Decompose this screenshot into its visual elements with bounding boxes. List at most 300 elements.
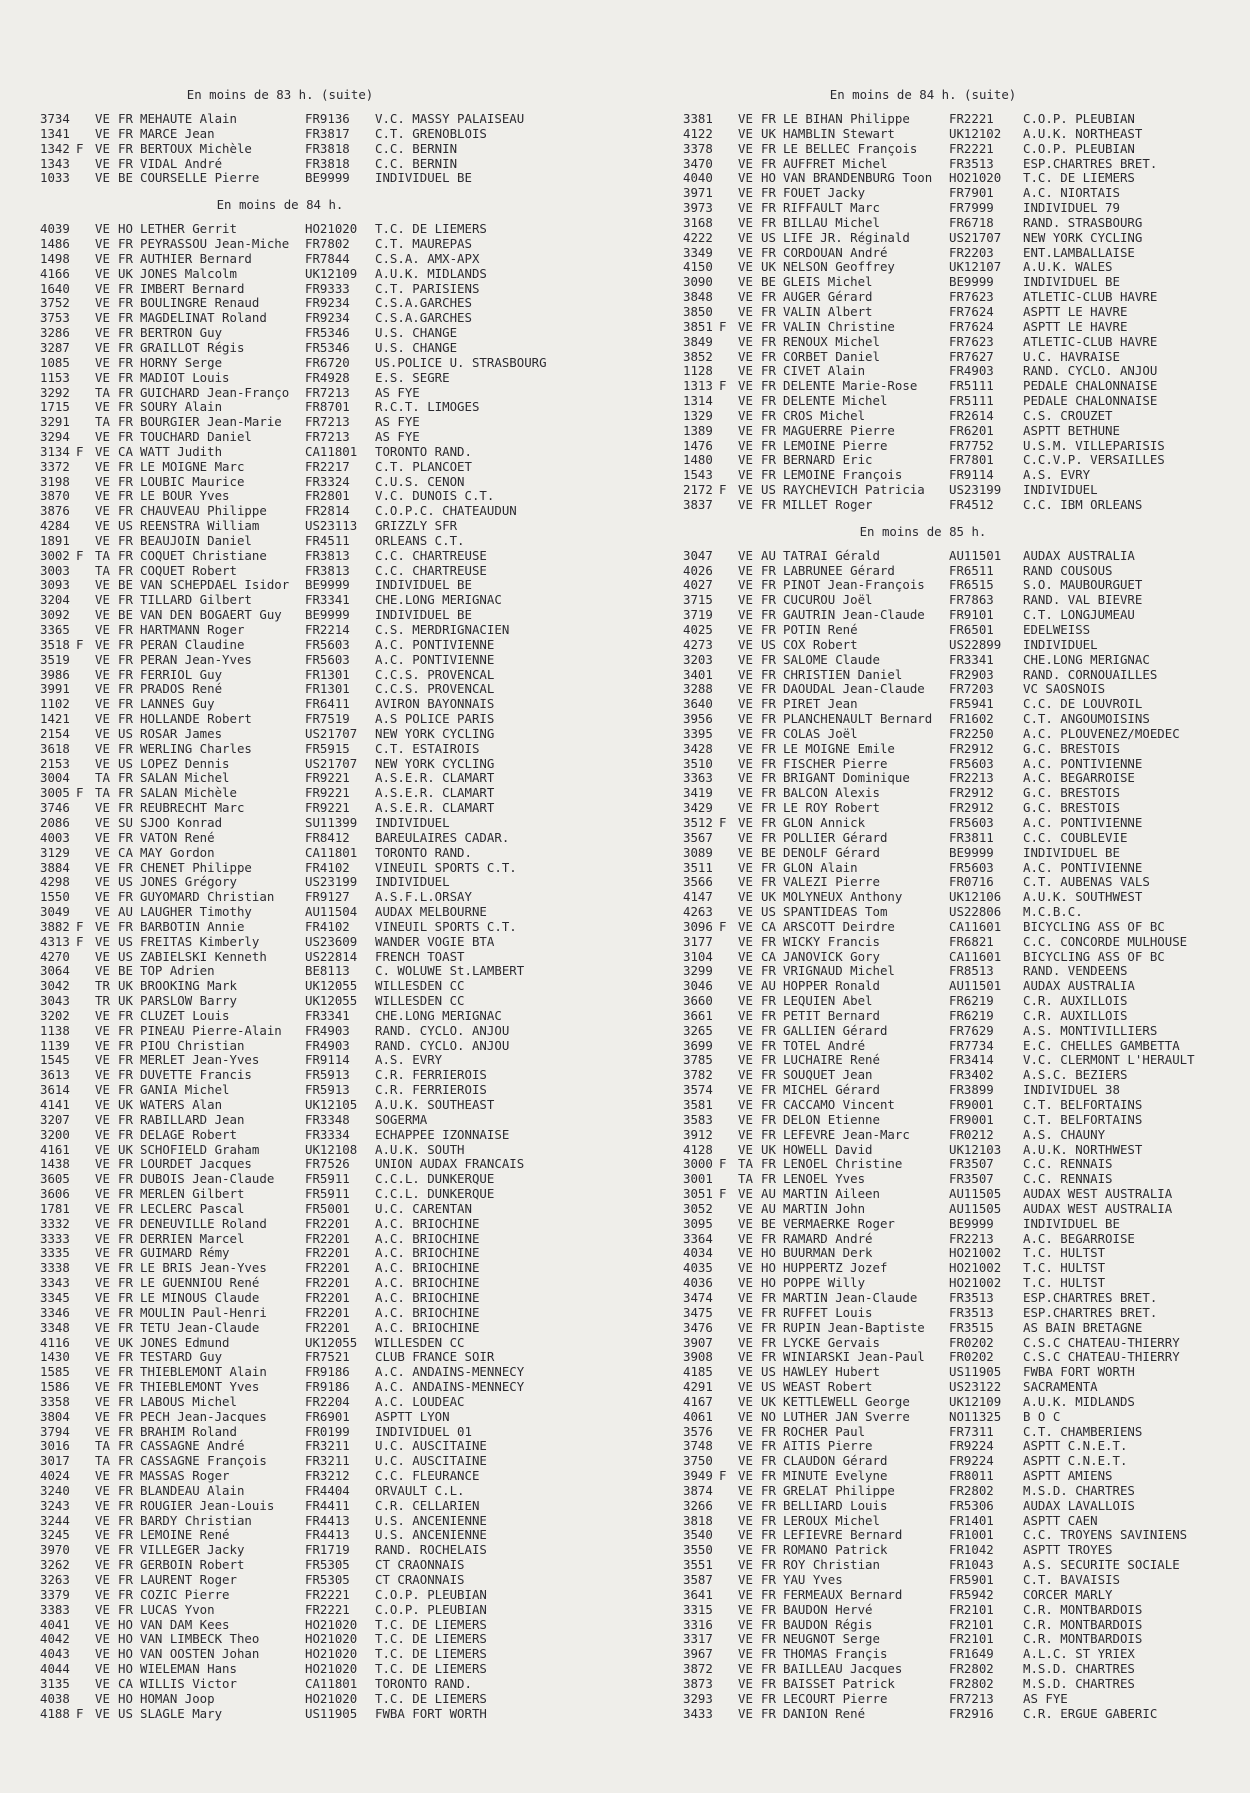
rider-number: 3379 — [40, 1586, 70, 1602]
rider-number: 1586 — [40, 1379, 70, 1395]
category: VE — [95, 651, 110, 667]
club-name: A.C. BRIOCHINE — [375, 1245, 480, 1261]
country: FR — [761, 407, 776, 423]
rider-number: 3364 — [683, 1230, 713, 1246]
rider-name: LE GUENNIOU René — [140, 1275, 260, 1291]
rider-name: LUTHER JAN Sverre — [783, 1408, 910, 1424]
category: VE — [95, 1186, 110, 1202]
rider-name: RUFFET Louis — [783, 1304, 873, 1320]
country: FR — [761, 318, 776, 334]
category: VE — [95, 1275, 110, 1291]
club-code: US22814 — [305, 948, 358, 964]
country: FR — [761, 111, 776, 126]
category: VE — [738, 1349, 753, 1365]
club-code: AU11501 — [949, 978, 1002, 994]
club-code: FR2213 — [949, 1230, 994, 1246]
club-name: C.C. FLEURANCE — [375, 1468, 480, 1484]
sex-marker: F — [719, 482, 727, 498]
rider-number: 4043 — [40, 1646, 70, 1662]
rider-number: 3294 — [40, 429, 70, 445]
category: VE — [95, 503, 110, 519]
category: VE — [738, 1586, 753, 1602]
result-row — [683, 1068, 1243, 1083]
rider-number: 3003 — [40, 562, 70, 578]
rider-name: CLUZET Louis — [140, 1007, 230, 1023]
club-code: FR0202 — [949, 1334, 994, 1350]
rider-name: COLAS Joël — [783, 725, 858, 741]
country: FR — [118, 770, 133, 786]
country: BE — [118, 607, 133, 623]
result-row — [683, 1425, 1243, 1440]
rider-number: 4003 — [40, 829, 70, 845]
country: FR — [118, 1260, 133, 1276]
club-code: NO11325 — [949, 1408, 1002, 1424]
club-name: A.S.E.R. CLAMART — [375, 800, 495, 816]
result-row — [683, 786, 1243, 801]
result-row — [683, 801, 1243, 816]
country: UK — [118, 265, 133, 281]
club-code: FR3334 — [305, 1126, 350, 1142]
result-row — [683, 1469, 1243, 1484]
country: FR — [761, 1690, 776, 1706]
club-name: INDIVIDUEL — [375, 814, 450, 830]
rider-number: 4161 — [40, 1141, 70, 1157]
rider-name: GERBOIN Robert — [140, 1557, 245, 1573]
category: VE — [95, 1586, 110, 1602]
country: FR — [761, 1482, 776, 1498]
club-name: A.C. PLOUVENEZ/MOEDEC — [1023, 725, 1180, 741]
rider-name: LENOEL Yves — [783, 1171, 866, 1187]
rider-name: REENSTRA William — [140, 518, 260, 534]
country: FR — [761, 1230, 776, 1246]
rider-number: 3338 — [40, 1260, 70, 1276]
category: VE — [738, 1646, 753, 1662]
rider-number: 3129 — [40, 844, 70, 860]
rider-number: 3177 — [683, 933, 713, 949]
club-code: FR9127 — [305, 889, 350, 905]
club-code: FR2912 — [949, 785, 994, 801]
result-row — [40, 771, 600, 786]
club-code: FR9221 — [305, 770, 350, 786]
club-code: FR9114 — [305, 1052, 350, 1068]
right-column — [683, 84, 1243, 1721]
club-name: ECHAPPEE IZONNAISE — [375, 1126, 510, 1142]
category: VE — [738, 918, 753, 934]
club-name: AS FYE — [375, 429, 420, 445]
club-code: HO21020 — [949, 170, 1002, 186]
club-code: BE9999 — [305, 607, 350, 623]
category: VE — [95, 1082, 110, 1098]
sex-marker: F — [76, 636, 84, 652]
club-name: T.C. DE LIEMERS — [375, 1646, 487, 1662]
result-row — [683, 1558, 1243, 1573]
country: FR — [761, 1497, 776, 1513]
country: FR — [118, 651, 133, 667]
rider-name: CACCAMO Vincent — [783, 1097, 895, 1112]
result-row — [40, 112, 600, 127]
rider-number: 3753 — [40, 310, 70, 326]
category: VE — [95, 1200, 110, 1216]
result-row — [683, 1632, 1243, 1647]
rider-number: 1498 — [40, 250, 70, 266]
result-row — [40, 831, 600, 846]
country: UK — [761, 1141, 776, 1157]
club-code: FR5346 — [305, 339, 350, 355]
rider-name: GRAILLOT Régis — [140, 339, 245, 355]
result-row — [40, 1306, 600, 1321]
country: AU — [761, 1200, 776, 1216]
result-row — [40, 1425, 600, 1440]
rider-number: 3474 — [683, 1289, 713, 1305]
club-code: FR4903 — [949, 363, 994, 379]
rider-name: BAILLEAU Jacques — [783, 1661, 903, 1677]
rider-name: LE MOIGNE Marc — [140, 458, 245, 474]
country: US — [118, 725, 133, 741]
rider-number: 4116 — [40, 1334, 70, 1350]
country: FR — [118, 785, 133, 801]
country: FR — [761, 1661, 776, 1677]
rider-number: 3372 — [40, 458, 70, 474]
rider-number: 3907 — [683, 1334, 713, 1350]
rider-name: TILLARD Gilbert — [140, 592, 252, 608]
club-code: FR7526 — [305, 1156, 350, 1172]
rider-name: LETHER Gerrit — [140, 221, 237, 237]
rider-name: JONES Malcolm — [140, 265, 237, 281]
rider-number: 3715 — [683, 592, 713, 608]
country: FR — [761, 562, 776, 578]
sex-marker: F — [719, 318, 727, 334]
rider-name: DENOLF Gérard — [783, 844, 880, 860]
country: FR — [761, 859, 776, 875]
category: VE — [738, 904, 753, 920]
sex-marker: F — [76, 785, 84, 801]
rider-name: DERRIEN Marcel — [140, 1230, 245, 1246]
category: VE — [738, 770, 753, 786]
category: VE — [95, 1007, 110, 1023]
country: FR — [761, 422, 776, 438]
rider-name: MARTIN Aileen — [783, 1186, 880, 1202]
category: VE — [738, 1141, 753, 1157]
club-code: FR7213 — [305, 414, 350, 430]
result-row — [683, 1157, 1243, 1172]
sex-marker: F — [76, 547, 84, 563]
rider-name: THIEBLEMONT Alain — [140, 1364, 267, 1380]
club-code: FR2214 — [305, 622, 350, 637]
category: VE — [738, 1542, 753, 1558]
rider-name: BERNARD Eric — [783, 452, 873, 468]
country: FR — [118, 1200, 133, 1216]
category: VE — [738, 378, 753, 394]
category: TA — [95, 384, 110, 400]
category: VE — [738, 1527, 753, 1543]
rider-name: MAGDELINAT Roland — [140, 310, 267, 326]
rider-name: BILLAU Michel — [783, 214, 880, 230]
country: FR — [761, 577, 776, 593]
rider-name: GUYOMARD Christian — [140, 889, 275, 905]
category: VE — [95, 221, 110, 237]
result-row — [683, 578, 1243, 593]
result-row — [683, 1439, 1243, 1454]
rider-number: 3095 — [683, 1215, 713, 1231]
rider-number: 3349 — [683, 244, 713, 260]
rider-name: JANOVICK Gory — [783, 948, 880, 964]
category: VE — [95, 755, 110, 771]
category: VE — [738, 348, 753, 364]
result-row — [683, 846, 1243, 861]
rider-name: HAWLEY Hubert — [783, 1364, 880, 1380]
rider-number: 3870 — [40, 488, 70, 504]
club-code: FR3341 — [305, 1007, 350, 1023]
club-code: CA11801 — [305, 443, 358, 459]
category: VE — [95, 1141, 110, 1157]
rider-name: VALIN Albert — [783, 303, 873, 319]
rider-name: BELLIARD Louis — [783, 1497, 888, 1513]
country: FR — [118, 711, 133, 727]
section-heading: En moins de 83 h. (suite) — [186, 87, 374, 102]
club-name: BICYCLING ASS OF BC — [1023, 948, 1165, 964]
rider-name: BERTOUX Michèle — [140, 140, 252, 156]
rider-name: DANION René — [783, 1705, 866, 1721]
result-row — [683, 1291, 1243, 1306]
country: FR — [118, 473, 133, 489]
result-row — [683, 216, 1243, 231]
result-row — [40, 935, 600, 950]
rider-name: LUCHAIRE René — [783, 1052, 880, 1068]
result-row — [683, 638, 1243, 653]
category: VE — [738, 1275, 753, 1291]
rider-number: 3618 — [40, 740, 70, 756]
rider-name: BARDY Christian — [140, 1512, 252, 1528]
rider-name: VAN SCHEPDAEL Isidor — [140, 577, 290, 593]
club-name: C.T. PLANCOET — [375, 458, 472, 474]
club-name: U.C. HAVRAISE — [1023, 348, 1120, 364]
rider-number: 3001 — [683, 1171, 713, 1187]
club-name: RAND COUSOUS — [1023, 562, 1113, 578]
result-row — [683, 1202, 1243, 1217]
club-name: ATLETIC-CLUB HAVRE — [1023, 333, 1158, 349]
club-name: A.C. BRIOCHINE — [375, 1289, 480, 1305]
club-code: FR3817 — [305, 125, 350, 141]
category: VE — [738, 140, 753, 156]
category: VE — [738, 1675, 753, 1691]
club-name: T.C. DE LIEMERS — [1023, 170, 1135, 186]
club-code: FR7801 — [949, 452, 994, 468]
club-code: FR9221 — [305, 785, 350, 801]
rider-name: KETTLEWELL George — [783, 1393, 910, 1409]
country: HO — [118, 1661, 133, 1677]
rider-number: 3606 — [40, 1186, 70, 1202]
club-name: INDIVIDUEL — [1023, 482, 1098, 498]
club-name: C.C. COUBLEVIE — [1023, 829, 1128, 845]
category: VE — [738, 170, 753, 186]
category: VE — [95, 889, 110, 905]
club-name: A.C. PONTIVIENNE — [1023, 859, 1143, 875]
club-name: A.U.K. MIDLANDS — [375, 265, 487, 281]
rider-number: 1128 — [683, 363, 713, 379]
club-name: RAND. CORNOUAILLES — [1023, 666, 1158, 682]
rider-name: PEYRASSOU Jean-Miche — [140, 236, 290, 252]
result-row — [683, 350, 1243, 365]
rider-name: GUIMARD Rémy — [140, 1245, 230, 1261]
club-code: FR9224 — [949, 1438, 994, 1454]
category: VE — [738, 422, 753, 438]
country: FR — [761, 1468, 776, 1484]
rider-name: CORBET Daniel — [783, 348, 880, 364]
category: VE — [95, 622, 110, 637]
country: FR — [761, 185, 776, 201]
club-name: A.U.K. NORTHWEST — [1023, 1141, 1143, 1157]
result-row — [40, 964, 600, 979]
category: VE — [738, 259, 753, 275]
category: VE — [95, 874, 110, 890]
rider-name: GAUTRIN Jean-Claude — [783, 607, 925, 623]
result-row — [40, 950, 600, 965]
result-row — [40, 712, 600, 727]
sex-marker: F — [76, 918, 84, 934]
rider-name: WILLIS Victor — [140, 1675, 237, 1691]
country: FR — [118, 1438, 133, 1454]
club-name: AUDAX AUSTRALIA — [1023, 547, 1135, 563]
club-code: FR2903 — [949, 666, 994, 682]
rider-number: 3089 — [683, 844, 713, 860]
club-code: HO21020 — [305, 1690, 358, 1706]
rider-number: 1891 — [40, 532, 70, 548]
club-name: RAND. STRASBOURG — [1023, 214, 1143, 230]
rider-name: CROS Michel — [783, 407, 866, 423]
rider-number: 3551 — [683, 1557, 713, 1573]
club-code: FR2213 — [949, 770, 994, 786]
rider-name: TOP Adrien — [140, 963, 215, 979]
rider-number: 4141 — [40, 1097, 70, 1112]
club-name: C.O.P. PLEUBIAN — [375, 1586, 487, 1602]
club-name: ESP.CHARTRES BRET. — [1023, 155, 1158, 171]
club-code: FR2217 — [305, 458, 350, 474]
country: FR — [761, 1097, 776, 1112]
rider-number: 3908 — [683, 1349, 713, 1365]
category: TA — [95, 1438, 110, 1454]
category: VE — [95, 681, 110, 697]
category: VE — [738, 244, 753, 260]
club-code: US22899 — [949, 636, 1002, 652]
category: VE — [738, 1453, 753, 1469]
result-row — [683, 1380, 1243, 1395]
rider-name: PERAN Claudine — [140, 636, 245, 652]
country: FR — [761, 1572, 776, 1587]
club-name: AS FYE — [375, 384, 420, 400]
result-row — [683, 697, 1243, 712]
rider-number: 3872 — [683, 1661, 713, 1677]
category: VE — [738, 993, 753, 1009]
category: VE — [738, 592, 753, 608]
rider-name: LE BRIS Jean-Yves — [140, 1260, 267, 1276]
club-code: FR7623 — [949, 333, 994, 349]
sex-marker: F — [719, 814, 727, 830]
club-name: M.S.D. CHARTRES — [1023, 1482, 1135, 1498]
rider-number: 1438 — [40, 1156, 70, 1172]
category: VE — [95, 1512, 110, 1528]
rider-name: POPPE Willy — [783, 1275, 866, 1291]
country: FR — [118, 859, 133, 875]
rider-name: LEFEVRE Jean-Marc — [783, 1126, 910, 1142]
category: VE — [738, 1319, 753, 1335]
result-row — [40, 1365, 600, 1380]
club-name: C.T. GRENOBLOIS — [375, 125, 487, 141]
rider-number: 4036 — [683, 1275, 713, 1291]
result-row — [683, 816, 1243, 831]
club-name: U.S. CHANGE — [375, 325, 458, 341]
rider-number: 3752 — [40, 295, 70, 311]
result-row — [683, 290, 1243, 305]
category: TA — [738, 1171, 753, 1187]
club-name: A.C. BRIOCHINE — [375, 1275, 480, 1291]
country: FR — [118, 250, 133, 266]
club-code: US11905 — [949, 1364, 1002, 1380]
rider-number: 3852 — [683, 348, 713, 364]
category: VE — [738, 229, 753, 245]
country: FR — [118, 1601, 133, 1617]
rider-number: 3973 — [683, 200, 713, 216]
club-code: FR9001 — [949, 1097, 994, 1112]
country: FR — [118, 295, 133, 311]
category: VE — [95, 295, 110, 311]
club-code: FR9333 — [305, 280, 350, 296]
club-name: C. WOLUWE St.LAMBERT — [375, 963, 525, 979]
club-code: US23122 — [949, 1379, 1002, 1395]
result-row — [683, 1692, 1243, 1707]
category: VE — [738, 577, 753, 593]
rider-name: CASSAGNE François — [140, 1453, 267, 1469]
club-name: AUDAX WEST AUSTRALIA — [1023, 1200, 1173, 1216]
country: FR — [761, 933, 776, 949]
country: CA — [761, 948, 776, 964]
rider-number: 3317 — [683, 1631, 713, 1647]
category: VE — [738, 874, 753, 890]
club-code: FR4903 — [305, 1022, 350, 1038]
club-name: A.L.C. ST YRIEX — [1023, 1646, 1135, 1662]
club-code: FR2916 — [949, 1705, 994, 1721]
club-name: INDIVIDUEL 01 — [375, 1423, 472, 1439]
country: BE — [761, 274, 776, 290]
club-name: CHE.LONG MERIGNAC — [375, 592, 502, 608]
rider-name: SALAN Michel — [140, 770, 230, 786]
club-code: US22806 — [949, 904, 1002, 920]
club-name: T.C. DE LIEMERS — [375, 221, 487, 237]
rider-name: COX Robert — [783, 636, 858, 652]
country: FR — [761, 378, 776, 394]
club-name: FWBA FORT WORTH — [375, 1705, 487, 1721]
rider-number: 2154 — [40, 725, 70, 741]
country: FR — [118, 532, 133, 548]
result-row — [40, 549, 600, 564]
rider-name: LANNES Guy — [140, 696, 215, 712]
result-row — [683, 483, 1243, 498]
club-code: CA11801 — [305, 844, 358, 860]
result-row — [40, 1514, 600, 1529]
rider-number: 1550 — [40, 889, 70, 905]
club-code: FR5911 — [305, 1171, 350, 1187]
country: FR — [761, 1646, 776, 1662]
category: VE — [95, 1260, 110, 1276]
rider-number: 3614 — [40, 1082, 70, 1098]
club-code: FR2201 — [305, 1215, 350, 1231]
category: TA — [95, 785, 110, 801]
result-row — [683, 979, 1243, 994]
country: FR — [761, 333, 776, 349]
result-row — [40, 489, 600, 504]
category: VE — [95, 1393, 110, 1409]
club-name: T.C. DE LIEMERS — [375, 1616, 487, 1632]
rider-number: 3345 — [40, 1289, 70, 1305]
